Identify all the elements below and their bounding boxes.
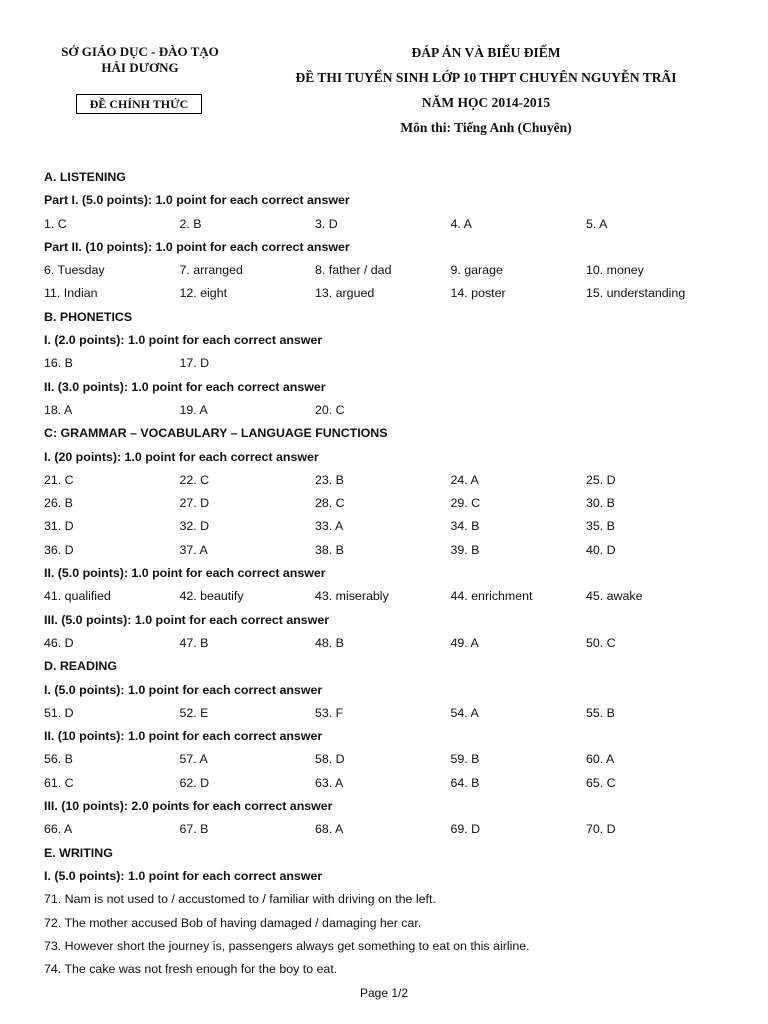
answer-item: 3. D [315,216,338,231]
answer-row [44,515,744,538]
answer-item: 43. miserably [315,589,389,604]
answer-item: 18. A [44,402,73,417]
page-number: Page 1/2 [359,986,409,1000]
answer-item: 16. B [44,356,73,371]
school-year: NĂM HỌC 2014-2015 [421,95,551,110]
answer-item: 60. A [586,752,615,767]
answer-row [44,585,744,608]
answer-sentence: 71. Nam is not used to / accustomed to / familiar with driving on the left. [44,892,436,907]
answer-row [44,282,744,305]
answer-item: 63. A [315,775,344,790]
answer-item: 69. D [450,822,481,837]
answer-item: 13. argued [315,286,375,301]
answer-item: 49. A [450,635,479,650]
answer-item: 37. A [179,542,208,557]
answer-row [44,539,744,562]
answer-item: 52. E [179,705,209,720]
part-heading: II. (3.0 points): 1.0 point for each correct answer [44,379,326,394]
part-heading: I. (20 points): 1.0 point for each correct answer [44,449,319,464]
answer-row [44,748,744,771]
answer-item: 7. arranged [179,263,243,278]
part-heading: II. (5.0 points): 1.0 point for each correct answer [44,566,326,581]
answer-key-title: ĐÁP ÁN VÀ BIỂU ĐIỂM [411,45,561,60]
answer-item: 42. beautify [179,589,244,604]
part-heading: II. (10 points): 1.0 point for each correct answer [44,729,323,744]
answer-item: 70. D [586,822,616,837]
answer-item: 50. C [586,635,616,650]
answer-item: 24. A [450,472,479,487]
answer-item: 12. eight [179,286,228,301]
answer-item: 20. C [315,402,345,417]
answer-row [44,352,744,375]
answer-item: 8. father / dad [315,263,392,278]
answer-row [44,259,744,282]
answer-item: 36. D [44,542,74,557]
answer-item: 33. A [315,519,344,534]
answer-item: 41. qualified [44,589,111,604]
answer-item: 31. D [44,519,74,534]
answer-item: 28. C [315,496,345,511]
answer-item: 30. B [586,496,615,511]
part-heading: Part II. (10 points): 1.0 point for each correct answer [44,239,350,254]
answer-row [44,492,744,515]
section-heading: B. PHONETICS [44,309,133,324]
answer-item: 44. enrichment [450,589,533,604]
answer-list [44,166,744,981]
answer-item: 34. B [450,519,480,534]
answer-item: 47. B [179,635,209,650]
answer-item: 64. B [450,775,480,790]
exam-title-block [276,44,696,144]
answer-row [44,632,744,655]
answer-item: 4. A [450,216,472,231]
department-header [48,44,232,76]
answer-item: 6. Tuesday [44,263,105,278]
answer-item: 39. B [450,542,480,557]
answer-item: 61. C [44,775,74,790]
answer-item: 38. B [315,542,344,557]
department-line-1: SỞ GIÁO DỤC - ĐÀO TẠO [61,44,219,59]
part-heading: III. (5.0 points): 1.0 point for each correct answer [44,612,330,627]
answer-item: 58. D [315,752,345,767]
answer-item: 15. understanding [586,286,686,301]
answer-item: 66. A [44,822,73,837]
answer-item: 56. B [44,752,73,767]
answer-item: 40. D [586,542,616,557]
answer-row [44,469,744,492]
answer-sentence: 74. The cake was not fresh enough for the boy to eat. [44,962,338,977]
answer-item: 65. C [586,775,616,790]
answer-item: 17. D [179,356,210,371]
answer-item: 10. money [586,263,644,278]
exam-name: ĐỀ THI TUYỂN SINH LỚP 10 THPT CHUYÊN NGUYỄN TRÃI [295,70,677,85]
answer-item: 19. A [179,402,208,417]
subject: Môn thi: Tiếng Anh (Chuyên) [400,120,572,135]
answer-item: 14. poster [450,286,506,301]
answer-item: 9. garage [450,263,503,278]
answer-row [44,399,744,422]
section-heading: A. LISTENING [44,170,126,184]
section-heading: E. WRITING [44,845,113,860]
answer-item: 53. F [315,705,344,720]
answer-item: 2. B [179,216,202,231]
answer-item: 29. C [450,496,481,511]
part-heading: I. (5.0 points): 1.0 point for each correct answer [44,868,323,883]
answer-item: 32. D [179,519,210,534]
answer-item: 26. B [44,496,73,511]
answer-item: 27. D [179,496,210,511]
answer-item: 21. C [44,472,74,487]
answer-row [44,213,744,236]
answer-item: 62. D [179,775,210,790]
answer-item: 45. awake [586,589,643,604]
section-heading: C: GRAMMAR – VOCABULARY – LANGUAGE FUNCTIONS [44,426,388,441]
answer-item: 25. D [586,472,616,487]
answer-item: 48. B [315,635,344,650]
part-heading: Part I. (5.0 points): 1.0 point for each correct answer [44,193,350,208]
part-heading: III. (10 points): 2.0 points for each correct answer [44,799,333,814]
answer-item: 54. A [450,705,479,720]
answer-sentence: 73. However short the journey is, passengers always get something to eat on this airline. [44,938,530,953]
answer-item: 46. D [44,635,74,650]
part-heading: I. (2.0 points): 1.0 point for each correct answer [44,333,323,348]
answer-item: 1. C [44,216,67,231]
part-heading: I. (5.0 points): 1.0 point for each correct answer [44,682,323,697]
answer-item: 22. C [179,472,210,487]
answer-item: 23. B [315,472,344,487]
answer-sentence: 72. The mother accused Bob of having damaged / damaging her car. [44,915,422,930]
answer-item: 35. B [586,519,615,534]
answer-item: 57. A [179,752,208,767]
answer-item: 51. D [44,705,74,720]
answer-row [44,772,744,795]
answer-item: 59. B [450,752,480,767]
answer-item: 67. B [179,822,209,837]
official-badge: ĐỀ CHÍNH THỨC [76,94,202,114]
answer-row [44,702,744,725]
answer-item: 5. A [586,216,608,231]
answer-item: 55. B [586,705,615,720]
answer-item: 11. Indian [44,286,98,301]
section-heading: D. READING [44,659,117,674]
answer-row [44,818,744,841]
answer-item: 68. A [315,822,344,837]
department-line-2: HẢI DƯƠNG [101,60,179,75]
